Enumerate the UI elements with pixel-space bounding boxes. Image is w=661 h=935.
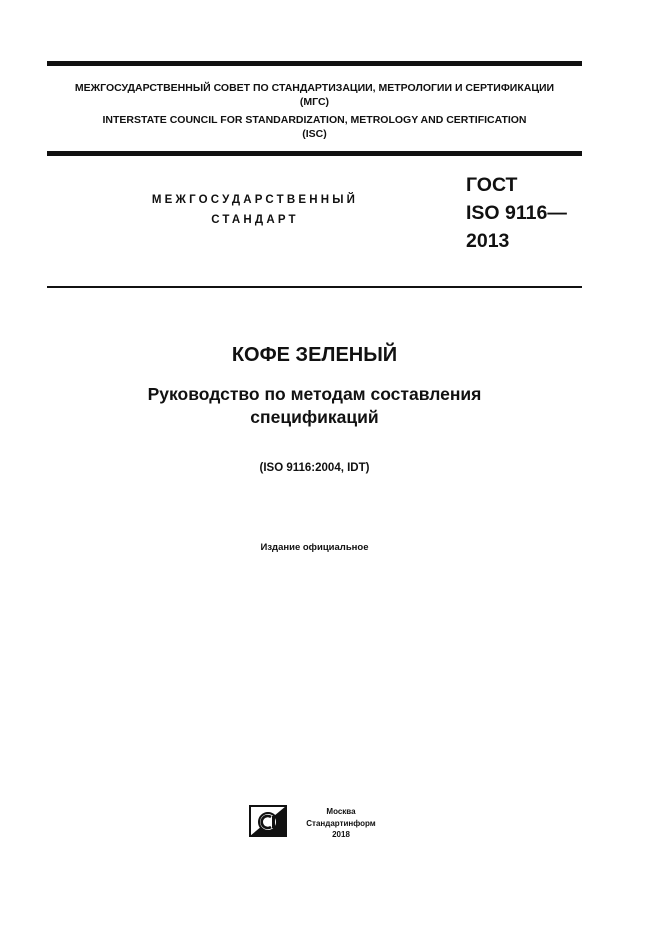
publisher-imprint (296, 806, 386, 841)
source-standard: (ISO 9116:2004, IDT) (259, 462, 370, 474)
gost-label: ГОСТ (466, 174, 518, 196)
standartinform-logo-icon (249, 805, 287, 837)
document-title: КОФЕ ЗЕЛЕНЫЙ (231, 344, 398, 366)
document-subtitle-line1: Руководство по методам составления (147, 384, 482, 404)
imprint-year: 2018 (332, 830, 350, 839)
council-name-en: INTERSTATE COUNCIL FOR STANDARDIZATION, METROLOGY AND CERTIFICATION (102, 114, 527, 126)
standard-label: СТАНДАРТ (211, 214, 299, 226)
council-abbr-ru: (МГС) (299, 96, 330, 108)
standard-year: 2013 (466, 230, 510, 252)
document-subtitle-line2: спецификаций (250, 407, 379, 427)
council-name-ru: МЕЖГОСУДАРСТВЕННЫЙ СОВЕТ ПО СТАНДАРТИЗАЦИИ, МЕТРОЛОГИИ И СЕРТИФИКАЦИИ (74, 82, 555, 94)
imprint-publisher: Стандартинформ (306, 818, 376, 828)
designation-rule (47, 286, 582, 288)
header-rule (47, 151, 582, 156)
official-edition: Издание официальное (260, 542, 369, 553)
council-abbr-en: (ISC) (302, 128, 327, 140)
interstate-label: МЕЖГОСУДАРСТВЕННЫЙ (151, 194, 359, 206)
iso-number: ISO 9116— (466, 202, 567, 224)
standard-number-block (466, 171, 567, 255)
imprint-city: Москва (326, 807, 356, 816)
top-rule (47, 61, 582, 66)
